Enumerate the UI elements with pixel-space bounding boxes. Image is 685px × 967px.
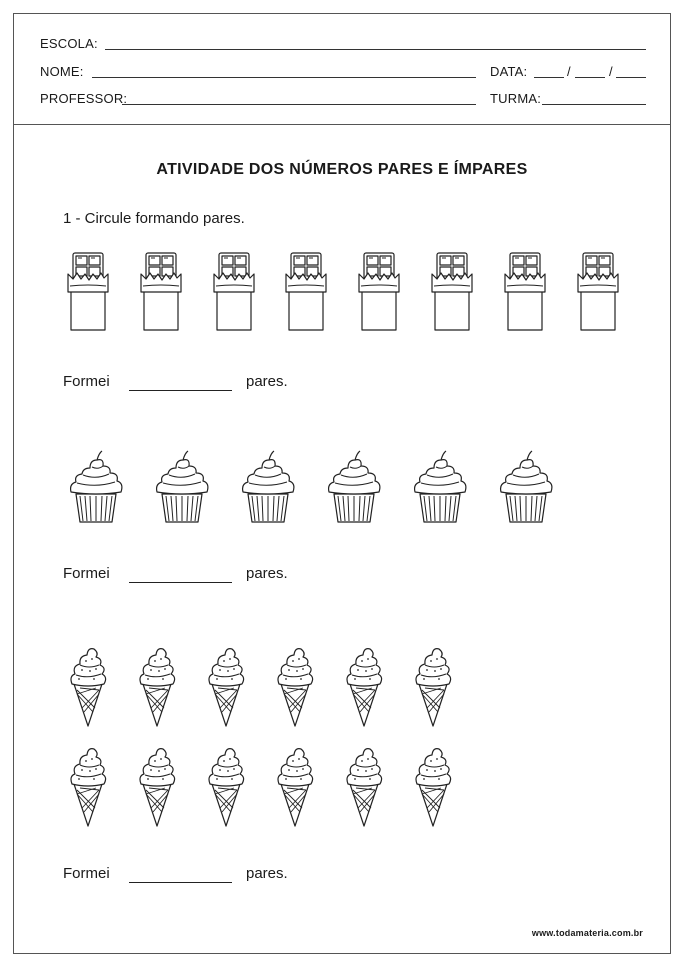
ice-cream-cone-icon[interactable]	[344, 744, 384, 828]
chocolate-bar-icon[interactable]	[357, 252, 401, 332]
footer-url: www.todamateria.com.br	[531, 928, 643, 938]
teacher-label: PROFESSOR:	[40, 91, 128, 106]
ice-cream-cone-icon[interactable]	[206, 644, 246, 728]
ice-cream-cone-icon[interactable]	[137, 744, 177, 828]
chocolate-bar-icon[interactable]	[139, 252, 183, 332]
name-field-line[interactable]	[92, 77, 476, 78]
answer-line[interactable]	[129, 582, 232, 583]
date-day-line[interactable]	[534, 77, 564, 78]
ice-cream-cone-icon[interactable]	[344, 644, 384, 728]
cupcake-icon[interactable]	[154, 450, 210, 524]
chocolate-bar-icon[interactable]	[284, 252, 328, 332]
ice-cream-cone-icon[interactable]	[68, 744, 108, 828]
date-label: DATA:	[490, 64, 528, 79]
ice-cream-cone-icon[interactable]	[206, 744, 246, 828]
pares-label: pares.	[246, 373, 288, 390]
school-label: ESCOLA:	[40, 36, 98, 51]
school-field-line[interactable]	[105, 49, 646, 50]
ice-cream-cone-icon[interactable]	[275, 644, 315, 728]
date-year-line[interactable]	[616, 77, 646, 78]
cupcake-icon[interactable]	[498, 450, 554, 524]
teacher-field-line[interactable]	[122, 104, 476, 105]
answer-line[interactable]	[129, 390, 232, 391]
cupcake-icon[interactable]	[240, 450, 296, 524]
ice-cream-cone-icon[interactable]	[413, 644, 453, 728]
chocolate-bar-icon[interactable]	[212, 252, 256, 332]
ice-cream-cone-icon[interactable]	[275, 744, 315, 828]
chocolate-bar-icon[interactable]	[430, 252, 474, 332]
formei-label: Formei	[63, 865, 110, 882]
name-label: NOME:	[40, 64, 84, 79]
chocolate-bar-icon[interactable]	[503, 252, 547, 332]
cupcake-icon[interactable]	[68, 450, 124, 524]
pares-label: pares.	[246, 865, 288, 882]
header-divider	[14, 124, 670, 125]
ice-cream-cone-icon[interactable]	[68, 644, 108, 728]
chocolate-bar-icon[interactable]	[576, 252, 620, 332]
formei-label: Formei	[63, 373, 110, 390]
worksheet-frame	[13, 13, 671, 954]
cupcake-icon[interactable]	[326, 450, 382, 524]
ice-cream-cone-icon[interactable]	[413, 744, 453, 828]
cupcake-icon[interactable]	[412, 450, 468, 524]
date-separator: /	[609, 64, 613, 79]
chocolate-bar-icon[interactable]	[66, 252, 110, 332]
class-field-line[interactable]	[542, 104, 646, 105]
instruction-text: 1 - Circule formando pares.	[63, 210, 245, 227]
formei-label: Formei	[63, 565, 110, 582]
page-title: ATIVIDADE DOS NÚMEROS PARES E ÍMPARES	[156, 161, 528, 178]
date-month-line[interactable]	[575, 77, 605, 78]
class-label: TURMA:	[490, 91, 542, 106]
date-separator: /	[567, 64, 571, 79]
pares-label: pares.	[246, 565, 288, 582]
answer-line[interactable]	[129, 882, 232, 883]
ice-cream-cone-icon[interactable]	[137, 644, 177, 728]
